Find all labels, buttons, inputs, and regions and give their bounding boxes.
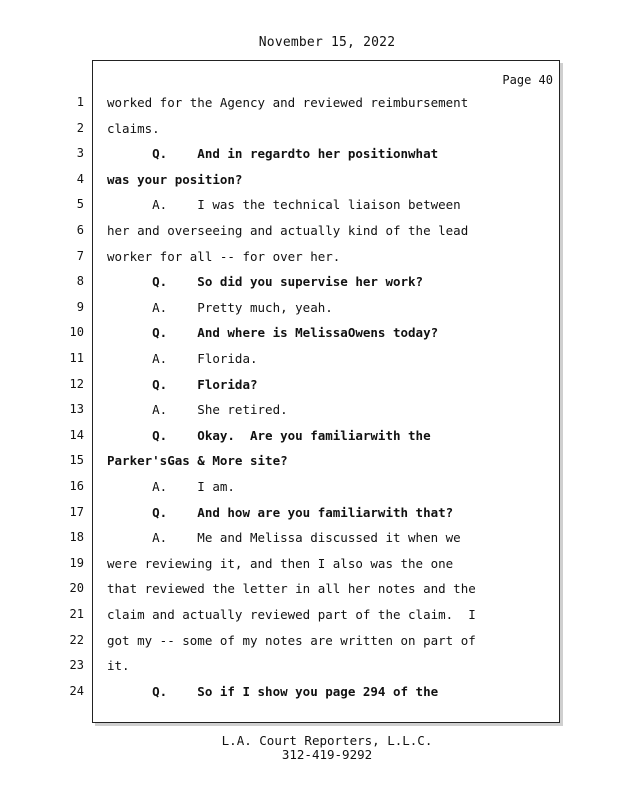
line-number: 22 (69, 633, 84, 647)
transcript-line: Q. And where is MelissaOwens today? (107, 325, 439, 340)
line-number: 12 (69, 377, 84, 391)
line-number: 20 (69, 581, 84, 595)
transcript-line: was your position? (107, 172, 243, 187)
line-number: 16 (69, 479, 84, 493)
transcript-line: Q. And how are you familiarwith that? (107, 505, 454, 520)
line-number: 17 (69, 505, 84, 519)
transcript-line: were reviewing it, and then I also was the one (107, 556, 454, 571)
line-number: 13 (69, 402, 84, 416)
line-number: 11 (69, 351, 84, 365)
line-number: 18 (69, 530, 84, 544)
line-number: 14 (69, 428, 84, 442)
line-number: 24 (69, 684, 84, 698)
transcript-line: it. (107, 658, 130, 673)
transcript-line: A. I was the technical liaison between (107, 197, 461, 212)
transcript-line: A. She retired. (107, 402, 288, 417)
line-number: 21 (69, 607, 84, 621)
line-number: 23 (69, 658, 84, 672)
line-number: 4 (76, 172, 84, 186)
transcript-line: Q. So if I show you page 294 of the (107, 684, 439, 699)
line-number: 3 (76, 146, 84, 160)
transcript-line: claims. (107, 121, 160, 136)
transcript-line: Parker'sGas & More site? (107, 453, 288, 468)
line-number: 6 (76, 223, 84, 237)
transcript-line: A. I am. (107, 479, 235, 494)
transcript-line: A. Pretty much, yeah. (107, 300, 333, 315)
line-number: 1 (76, 95, 84, 109)
transcript-line: A. Me and Melissa discussed it when we (107, 530, 461, 545)
header-date: November 15, 2022 (258, 35, 396, 50)
line-number: 5 (76, 197, 84, 211)
transcript-line: got my -- some of my notes are written on part of (107, 633, 476, 648)
transcript-line: Q. Okay. Are you familiarwith the (107, 428, 431, 443)
line-number: 19 (69, 556, 84, 570)
line-number: 15 (69, 453, 84, 467)
transcript-line: that reviewed the letter in all her notes and the (107, 581, 476, 596)
page-number: Page 40 (502, 73, 553, 87)
transcript-line: worked for the Agency and reviewed reimbursement (107, 95, 469, 110)
transcript-line: her and overseeing and actually kind of the lead (107, 223, 469, 238)
transcript-line: A. Florida. (107, 351, 258, 366)
line-number: 2 (76, 121, 84, 135)
footer-phone: 312-419-9292 (281, 747, 373, 762)
line-number: 8 (76, 274, 84, 288)
transcript-line: claim and actually reviewed part of the claim. I (107, 607, 476, 622)
transcript-line: Q. So did you supervise her work? (107, 274, 424, 289)
line-number: 9 (76, 300, 84, 314)
line-number: 10 (69, 325, 84, 339)
transcript-line: Q. Florida? (107, 377, 258, 392)
transcript-line: worker for all -- for over her. (107, 249, 341, 264)
line-number: 7 (76, 249, 84, 263)
transcript-line: Q. And in regardto her positionwhat (107, 146, 439, 161)
footer-company: L.A. Court Reporters, L.L.C. (221, 733, 433, 748)
